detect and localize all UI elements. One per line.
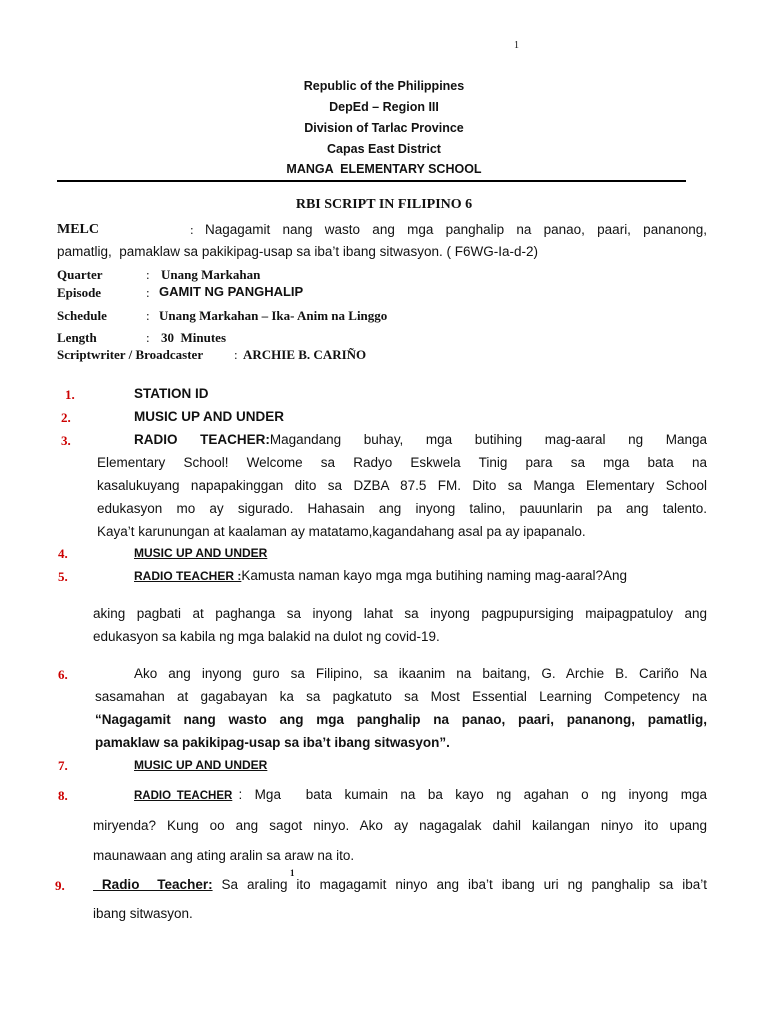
episode-value: GAMIT NG PANGHALIP xyxy=(159,284,304,299)
role-radio-teacher: RADIO TEACHER: xyxy=(134,432,270,447)
cue-station-id: STATION ID xyxy=(134,386,209,401)
item-number-9: 9. xyxy=(55,878,65,893)
item-6-line-2: sasamahan at gagabayan ka sa pagkatuto sa Most Essential Learning Competency na xyxy=(95,689,707,704)
item-3-line-3: kasalukuyang napapakinggan dito sa DZBA 87.5 FM. Dito sa Manga Elementary School xyxy=(97,478,707,493)
role-radio-teacher: RADIO TEACHER : xyxy=(134,569,242,583)
item-6-line-1: Ako ang inyong guro sa Filipino, sa ikaanim na baitang, G. Archie B. Cariño Na xyxy=(134,666,707,681)
item-5-line-1: RADIO TEACHER :Kamusta naman kayo mga mga butihing naming mag-aaral?Ang xyxy=(134,568,628,583)
item-number-5: 5. xyxy=(58,569,68,584)
item-6-line-3: “Nagagamit nang wasto ang mga panghalip na panao, paari, pananong, pamatlig, xyxy=(95,712,707,727)
length-label: Length xyxy=(57,330,97,345)
cue-music-up-1: MUSIC UP AND UNDER xyxy=(134,409,285,424)
melc-line-2: pamatlig, pamaklaw sa pakikipag-usap sa iba’t ibang sitwasyon. ( F6WG-Ia-d-2) xyxy=(57,244,538,259)
quarter-label: Quarter xyxy=(57,267,103,282)
item-8-line-3: maunawaan ang ating aralin sa araw na ito. xyxy=(93,848,355,863)
page-number-mid: 1 xyxy=(290,868,295,878)
cue-music-up-2: MUSIC UP AND UNDER xyxy=(134,546,268,560)
header-district: Capas East District xyxy=(327,142,441,156)
item-number-4: 4. xyxy=(58,546,68,561)
item-8-line-1: RADIO TEACHER : Mga bata kumain na ba kayo ng agahan o ng inyong mga xyxy=(134,787,707,802)
role-radio-teacher: RADIO TEACHER xyxy=(134,790,233,802)
header-deped: DepEd – Region III xyxy=(329,100,439,114)
item-number-7: 7. xyxy=(58,758,68,773)
role-radio-teacher: Radio Teacher: xyxy=(93,877,213,892)
scriptwriter-value: ARCHIE B. CARIÑO xyxy=(243,347,367,362)
item-number-6: 6. xyxy=(58,667,68,682)
item-5-line-2: aking pagbati at paghanga sa inyong lahat sa inyong pagpupursiging maipagpatuloy ang xyxy=(93,606,707,621)
scriptwriter-label: Scriptwriter / Broadcaster xyxy=(57,347,204,362)
melc-line-1: Nagagamit nang wasto ang mga panghalip na panao, paari, pananong, xyxy=(205,222,707,237)
item-9-line-1: Radio Teacher: Sa araling ito magagamit ninyo ang iba’t ibang uri ng panghalip sa iba’t xyxy=(93,877,707,892)
item-3-line-1: RADIO TEACHER:Magandang buhay, mga butihing mag-aaral ng Manga xyxy=(134,432,707,447)
episode-label: Episode xyxy=(57,285,102,300)
item-number-2: 2. xyxy=(61,410,71,425)
header-republic: Republic of the Philippines xyxy=(303,79,465,93)
schedule-label: Schedule xyxy=(57,308,107,323)
item-3-line-4: edukasyon mo ay sigurado. Hahasain ang inyong talino, pauunlarin pa ang talento. xyxy=(97,501,707,516)
melc-label: MELC xyxy=(57,222,99,237)
scriptwriter-colon: : xyxy=(234,347,238,362)
item-8-line-2: miryenda? Kung oo ang sagot ninyo. Ako ay nagagalak dahil kailangan ninyo ito upang xyxy=(93,818,707,833)
length-colon: : xyxy=(146,330,150,345)
melc-colon: : xyxy=(190,222,194,237)
item-3-line-2: Elementary School! Welcome sa Radyo Eskwela Tinig para sa mga bata na xyxy=(97,455,707,470)
quarter-value: Unang Markahan xyxy=(161,267,261,282)
item-3-line-5: Kaya’t karunungan at kaalaman ay matatamo,kagandahang asal pa ay ipapanalo. xyxy=(97,524,586,539)
item-number-3: 3. xyxy=(61,433,71,448)
quarter-colon: : xyxy=(146,267,150,282)
header-division: Division of Tarlac Province xyxy=(304,121,464,135)
cue-music-up-3: MUSIC UP AND UNDER xyxy=(134,758,268,772)
item-number-1: 1. xyxy=(65,387,75,402)
episode-colon: : xyxy=(146,285,150,300)
header-rule xyxy=(57,180,686,182)
item-number-8: 8. xyxy=(58,788,68,803)
page-number-top: 1 xyxy=(514,40,519,51)
item-6-line-4: pamaklaw sa pakikipag-usap sa iba’t ibang sitwasyon”. xyxy=(95,735,450,750)
schedule-colon: : xyxy=(146,308,150,323)
schedule-value: Unang Markahan – Ika- Anim na Linggo xyxy=(159,308,388,323)
document-title: RBI SCRIPT IN FILIPINO 6 xyxy=(295,197,473,212)
header-school: MANGA ELEMENTARY SCHOOL xyxy=(286,162,482,176)
item-9-line-2: ibang sitwasyon. xyxy=(93,906,193,921)
item-5-line-3: edukasyon sa kabila ng mga balakid na dulot ng covid-19. xyxy=(93,629,440,644)
length-value: 30 Minutes xyxy=(161,330,226,345)
